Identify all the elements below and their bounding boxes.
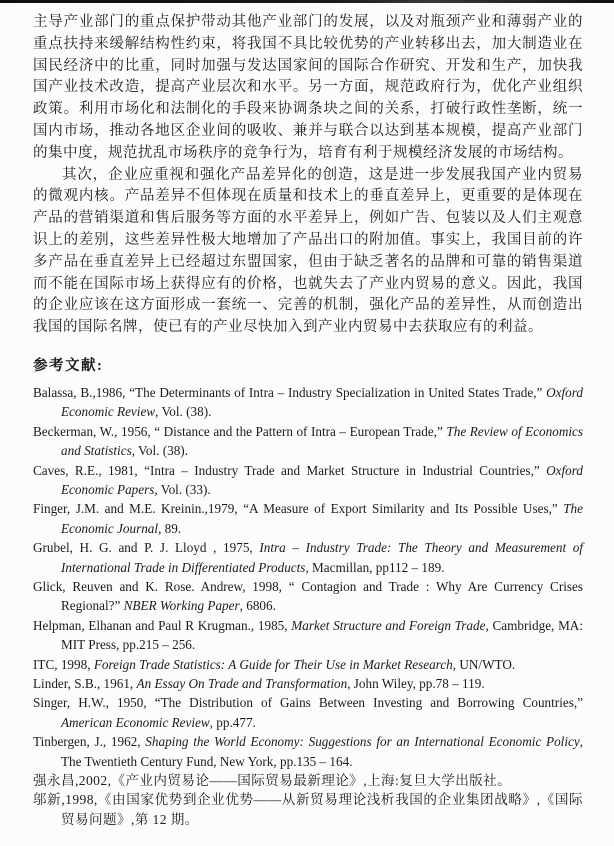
references-list — [33, 383, 583, 829]
body-paragraphs — [33, 12, 583, 339]
reference-entry — [33, 383, 583, 422]
document-page-content — [33, 12, 583, 829]
reference-text: , 89. — [158, 520, 182, 536]
reference-text: Linder, S.B., 1961, — [33, 676, 137, 692]
reference-entry — [33, 616, 583, 655]
reference-text: , John Wiley, pp.78 – 119. — [347, 676, 485, 692]
reference-entry — [33, 732, 583, 771]
reference-title-italic: The Review of Economics and Statistics — [61, 423, 584, 459]
reference-title-italic: Foreign Trade Statistics: A Guide for Their Use in Market Research — [93, 656, 453, 672]
reference-text: Beckerman, W., 1956, “ Distance and the Pattern of Intra – European Trade,” — [33, 423, 447, 439]
reference-title-italic: NBER Working Paper — [123, 598, 240, 614]
reference-title-italic: Market Structure and Foreign Trade — [291, 617, 486, 633]
reference-entry — [33, 422, 583, 461]
references-heading: 参考文献: — [33, 357, 104, 374]
body-paragraph: 其次，企业应重视和强化产品差异化的创造，这是进一步发展我国产业内贸易的微观内核。产品差异不但体现在质量和技术上的垂直差异上，更重要的是体现在产品的营销渠道和售后服务等方面的水平差异上，例如广告、包装以及人们主观意识上的差别，这些差异性极大地增加了产品出口的附加值。事实上，我国目前的许多产品在垂直差异上已经超过东盟国家，但由于缺乏著名的品牌和可靠的销售渠道而不能在国际市场上获得应有的价格，也就失去了产业内贸易的意义。因此，我国的企业应该在这方面形成一套统一、完善的机制，强化产品的差异性，从而创造出我国的国际名牌，使已有的产业尽快加入到产业内贸易中去获取应有的利益。 — [33, 166, 583, 336]
reference-entry — [33, 461, 583, 500]
reference-entry — [33, 577, 583, 616]
reference-text: , Macmillan, pp112 – 189. — [305, 559, 445, 575]
reference-title-italic: Oxford Economic Papers — [61, 462, 583, 497]
reference-text: Caves, R.E., 1981, “Intra – Industry Trade and Market Structure in Industrial Countries,” — [33, 462, 547, 478]
reference-entry — [33, 499, 583, 538]
reference-entry — [33, 538, 583, 577]
reference-text: , Cambridge, MA: MIT Press, pp.215 – 256. — [61, 617, 583, 653]
reference-title-italic: Oxford Economic Review — [61, 384, 583, 420]
reference-title-italic: Shaping the World Economy: Suggestions for an International Economic Policy — [145, 734, 580, 750]
scan-artifact-top-bar — [0, 0, 614, 3]
reference-text: , pp.477. — [209, 714, 256, 730]
reference-text: Singer, H.W., 1950, “The Distribution of Gains Between Investing and Borrowing Countries,” — [33, 695, 583, 711]
reference-text: , Vol. (38). — [131, 443, 188, 459]
reference-text: Tinbergen, J., 1962, — [33, 734, 146, 750]
reference-text: , Vol. (33). — [154, 481, 211, 497]
reference-text: , UN/WTO. — [452, 656, 516, 672]
reference-entry — [33, 655, 583, 674]
reference-text: , Vol. (38). — [155, 404, 212, 420]
reference-text: Balassa, B.,1986, “The Determinants of Intra – Industry Specialization in United States Trade,” — [33, 384, 547, 400]
reference-text: Grubel, H. G. and P. J. Lloyd , 1975, — [33, 540, 260, 556]
reference-title-italic: An Essay On Trade and Transformation — [136, 676, 348, 692]
reference-text: 强永昌,2002,《产业内贸易论——国际贸易最新理论》,上海:复旦大学出版社。 — [33, 773, 512, 789]
reference-title-italic: Intra – Industry Trade: The Theory and Measurement of International Trade in Differentiated Products — [61, 540, 584, 575]
reference-text: , The Twentieth Century Fund, New York, pp.135 – 164. — [61, 734, 583, 769]
reference-text: 邬新,1998,《由国家优势到企业优势——从新贸易理论浅析我国的企业集团战略》,《国际贸易问题》,第 12 期。 — [33, 792, 583, 827]
reference-entry — [33, 790, 583, 829]
reference-text: ITC, 1998, — [33, 656, 94, 672]
reference-text: Finger, J.M. and M.E. Kreinin.,1979, “A Measure of Export Similarity and Its Possible Uses,” — [33, 501, 564, 517]
reference-text: Helpman, Elhanan and Paul R Krugman., 1985, — [33, 617, 292, 633]
reference-entry — [33, 693, 583, 732]
reference-text: Glick, Reuven and K. Rose. Andrew, 1998, “ Contagion and Trade : Why Are Currency Crises Regional?” — [33, 579, 583, 614]
reference-title-italic: The Economic Journal — [61, 501, 583, 536]
reference-entry — [33, 771, 583, 790]
reference-entry — [33, 674, 583, 693]
reference-title-italic: American Economic Review — [61, 714, 210, 730]
body-paragraph: 主导产业部门的重点保护带动其他产业部门的发展，以及对瓶颈产业和薄弱产业的重点扶持来缓解结构性约束，将我国不具比较优势的产业转移出去，加大制造业在国民经济中的比重，同时加强与发达国家间的国际合作研究、开发和生产，加快我国产业技术改造，提高产业层次和水平。另一方面，规范政府行为，优化产业组织政策。利用市场化和法制化的手段来协调条块之间的关系，打破行政性垄断，统一国内市场，推动各地区企业间的吸收、兼并与联合以达到基本规模，提高产业部门的集中度，规范扰乱市场秩序的竞争行为，培育有利于规模经济发展的市场结构。 — [33, 14, 583, 161]
reference-text: , 6806. — [239, 598, 276, 614]
